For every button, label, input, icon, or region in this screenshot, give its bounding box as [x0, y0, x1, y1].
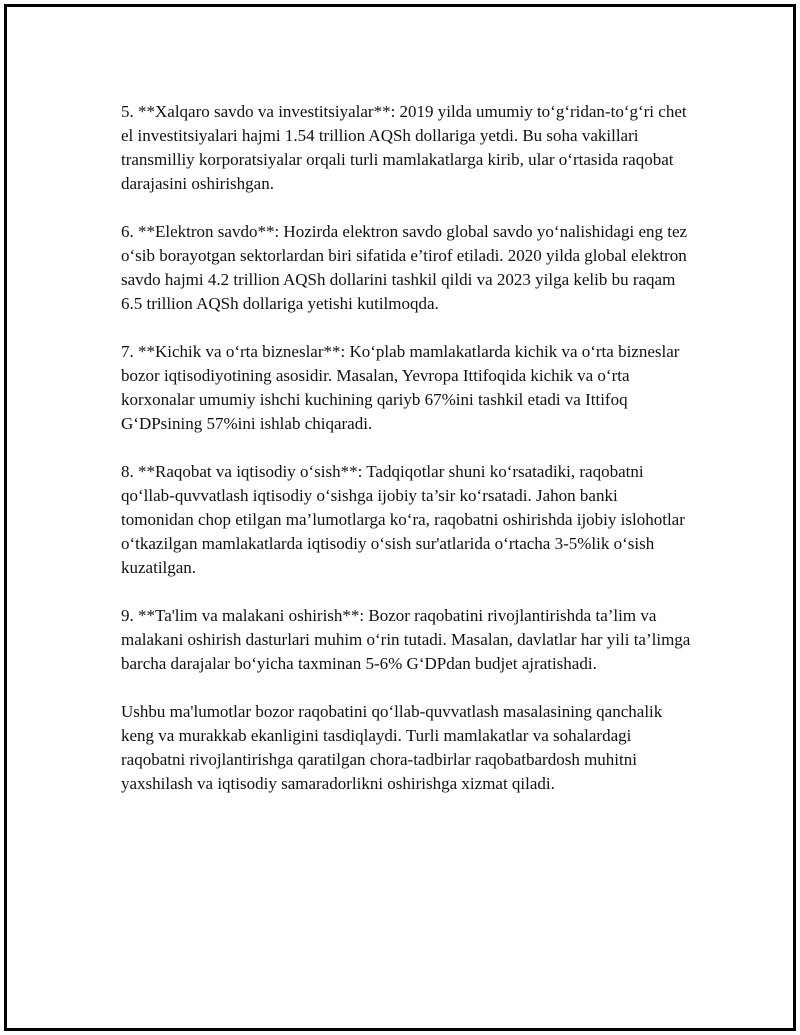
document-body [121, 100, 691, 796]
paragraph-small-medium-business: 7. **Kichik va o‘rta bizneslar**: Ko‘plab mamlakatlarda kichik va o‘rta bizneslar bozor iqtisodiyotining asosidir. Masalan, Yevropa Ittifoqida kichik va o‘rta korxonalar umumiy ishchi kuchining qariyb 67%ini tashkil etadi va Ittifoq G‘DPsining 57%ini ishlab chiqaradi. [121, 342, 680, 433]
paragraph-e-commerce: 6. **Elektron savdo**: Hozirda elektron savdo global savdo yo‘nalishidagi eng tez o‘sib borayotgan sektorlardan biri sifatida e’tirof etiladi. 2020 yilda global elektron savdo hajmi 4.2 trillion AQSh dollarini tashkil qildi va 2023 yilga kelib bu raqam 6.5 trillion AQSh dollariga yetishi kutilmoqda. [121, 222, 688, 313]
paragraph-international-trade: 5. **Xalqaro savdo va investitsiyalar**: 2019 yilda umumiy to‘g‘ridan-to‘g‘ri chet el investitsiyalari hajmi 1.54 trillion AQSh dollariga yetdi. Bu soha vakillari transmilliy korporatsiyalar orqali turli mamlakatlarga kirib, ular o‘rtasida raqobat darajasini oshirishgan. [121, 102, 687, 193]
page-frame [4, 4, 796, 1031]
paragraph-competition-growth: 8. **Raqobat va iqtisodiy o‘sish**: Tadqiqotlar shuni ko‘rsatadiki, raqobatni qo‘llab-quvvatlash iqtisodiy o‘sishga ijobiy ta’sir ko‘rsatadi. Jahon banki tomonidan chop etilgan ma’lumotlarga ko‘ra, raqobatni oshirishda ijobiy islohotlar o‘tkazilgan mamlakatlarda iqtisodiy o‘sish sur'atlarida o‘rtacha 3-5%lik o‘sish kuzatilgan. [121, 462, 685, 577]
paragraph-conclusion: Ushbu ma'lumotlar bozor raqobatini qo‘llab-quvvatlash masalasining qanchalik keng va murakkab ekanligini tasdiqlaydi. Turli mamlakatlar va sohalardagi raqobatni rivojlantirishga qaratilgan chora-tadbirlar raqobatbardosh muhitni yaxshilash va iqtisodiy samaradorlikni oshirishga xizmat qiladi. [121, 702, 663, 793]
paragraph-education-skills: 9. **Ta'lim va malakani oshirish**: Bozor raqobatini rivojlantirishda ta’lim va malakani oshirish dasturlari muhim o‘rin tutadi. Masalan, davlatlar har yili ta’limga barcha darajalar bo‘yicha taxminan 5-6% G‘DPdan budjet ajratishadi. [121, 606, 691, 673]
